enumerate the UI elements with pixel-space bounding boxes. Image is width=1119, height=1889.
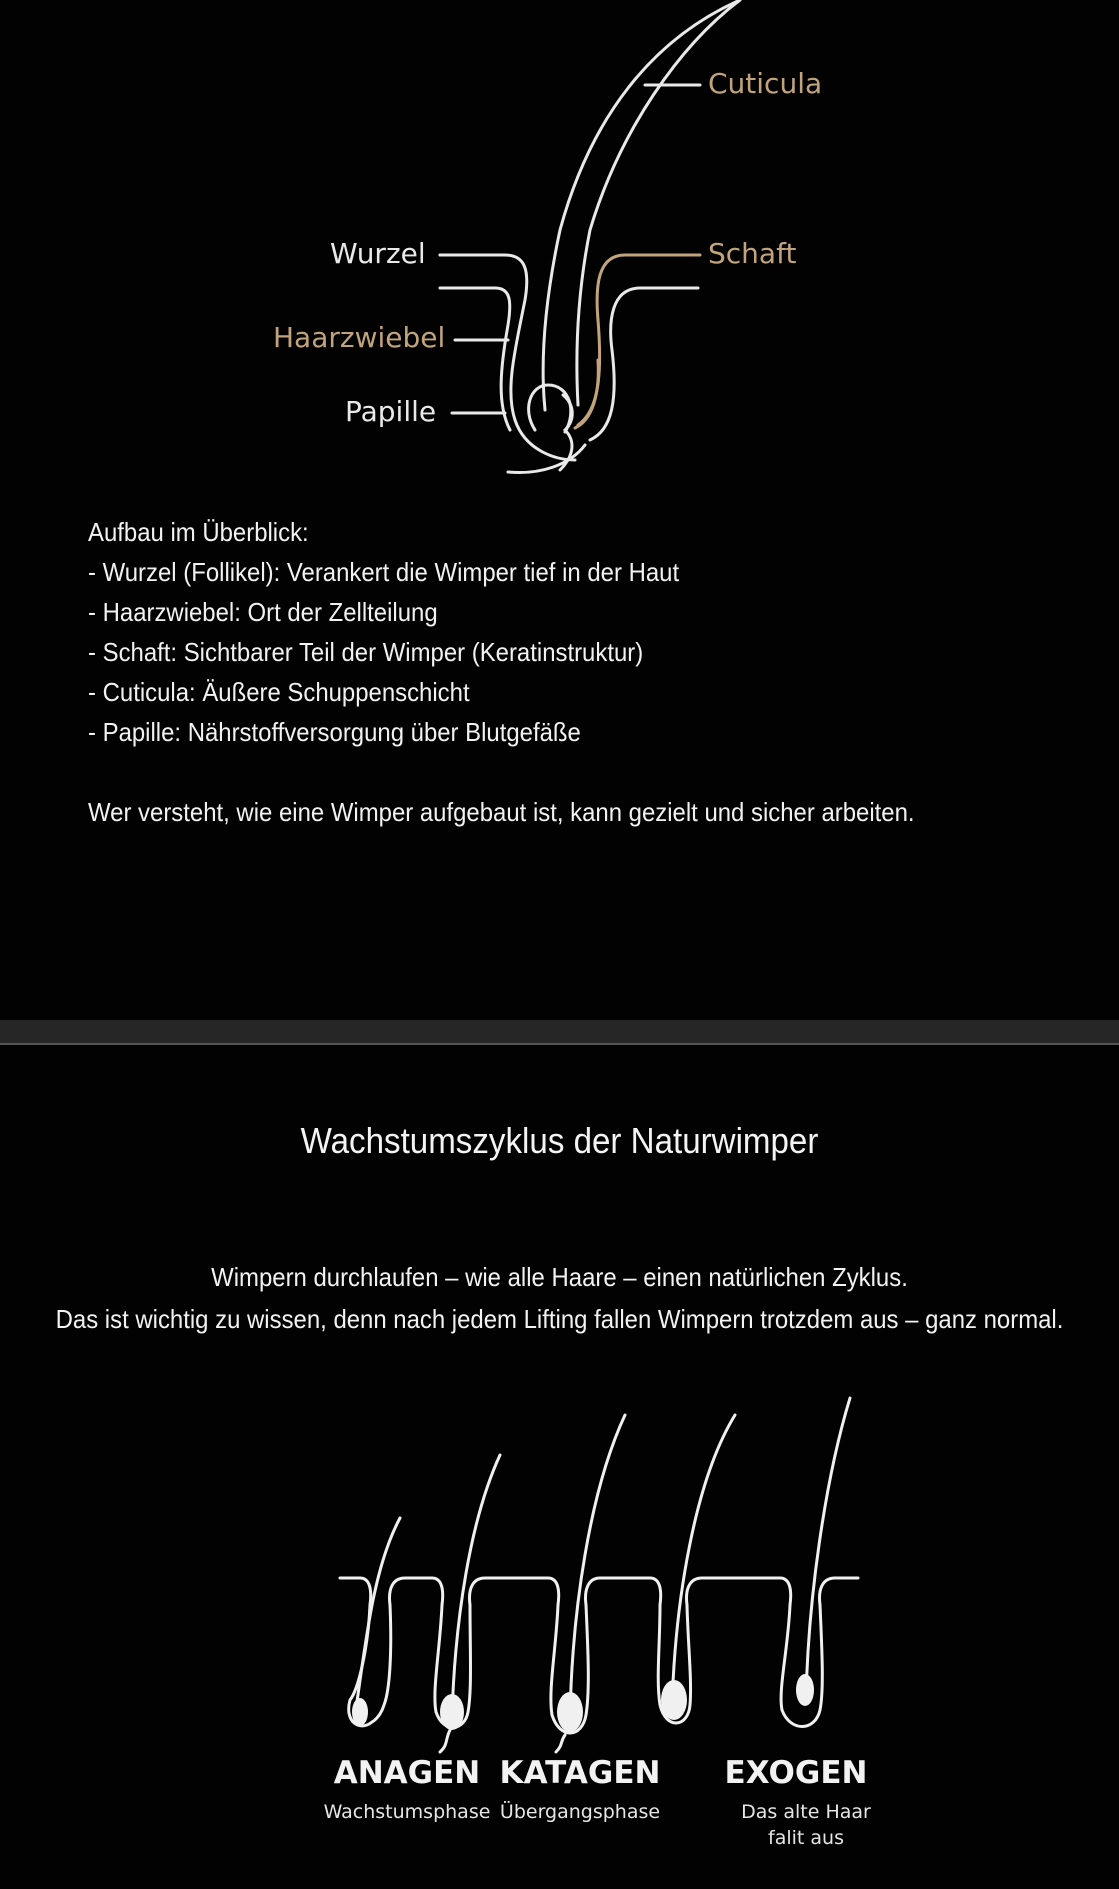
skin-surface — [340, 1578, 858, 1605]
skin-line-left-inner — [440, 288, 510, 430]
hair-2 — [452, 1455, 500, 1716]
divider-line — [0, 1043, 1119, 1045]
root-tail-2 — [440, 1730, 450, 1752]
shaft-outer-left — [543, 0, 740, 410]
overview-item: - Haarzwiebel: Ort der Zellteilung — [88, 597, 438, 627]
phase-exogen: EXOGEN — [724, 1755, 868, 1791]
follicle-5 — [781, 1605, 822, 1727]
wurzel-label: Wurzel — [330, 237, 426, 270]
hair-anatomy-diagram — [0, 0, 1119, 490]
overview-item: - Wurzel (Follikel): Verankert die Wimper tief in der Haut — [88, 557, 680, 587]
papille-label: Papille — [345, 395, 437, 428]
hair-1 — [355, 1518, 400, 1715]
bulb-inner — [529, 385, 571, 432]
bulb-3 — [557, 1692, 583, 1732]
bulb-1 — [352, 1698, 368, 1726]
cuticula-label: Cuticula — [708, 67, 823, 100]
cycle-intro-line: Wimpern durchlaufen – wie alle Haare – einen natürlichen Zyklus. — [211, 1262, 908, 1292]
section-divider — [0, 1020, 1119, 1043]
cycle-title: Wachstumszyklus der Naturwimper — [300, 1120, 819, 1161]
overview-item: - Papille: Nährstoffversorgung über Blutgefäße — [88, 717, 581, 747]
overview-heading: Aufbau im Überblick: — [88, 517, 309, 547]
phase-exogen-desc: falit aus — [768, 1827, 844, 1849]
shaft-outer-right — [577, 0, 740, 405]
phase-anagen-desc: Wachstumsphase — [323, 1801, 491, 1823]
overview-item: - Cuticula: Äußere Schuppenschicht — [88, 677, 470, 707]
skin-line-left — [440, 255, 575, 460]
phase-exogen-desc: Das alte Haar — [741, 1801, 871, 1823]
phase-anagen: ANAGEN — [333, 1755, 481, 1791]
growth-cycle-diagram — [0, 1380, 1119, 1880]
cycle-intro — [45, 1256, 1074, 1340]
bulb-5 — [796, 1674, 814, 1706]
haarzwiebel-label: Haarzwiebel — [273, 321, 446, 354]
bulb-4 — [661, 1680, 687, 1720]
overview-closing: Wer versteht, wie eine Wimper aufgebaut ist, kann gezielt und sicher arbeiten. — [88, 797, 915, 827]
anatomy-overview — [88, 512, 990, 832]
cycle-intro-line: Das ist wichtig zu wissen, denn nach jedem Lifting fallen Wimpern trotzdem aus – ganz normal. — [55, 1304, 1064, 1334]
root-tail-3 — [556, 1735, 565, 1752]
hair-4 — [672, 1415, 735, 1708]
hair-3 — [570, 1415, 625, 1718]
phase-katagen: KATAGEN — [499, 1755, 661, 1791]
schaft-label: Schaft — [708, 237, 797, 270]
hair-5 — [806, 1398, 850, 1700]
overview-item: - Schaft: Sichtbarer Teil der Wimper (Keratinstruktur) — [88, 637, 644, 667]
bulb-2 — [440, 1694, 464, 1730]
follicle-right — [590, 288, 698, 440]
phase-katagen-desc: Übergangsphase — [499, 1801, 661, 1823]
